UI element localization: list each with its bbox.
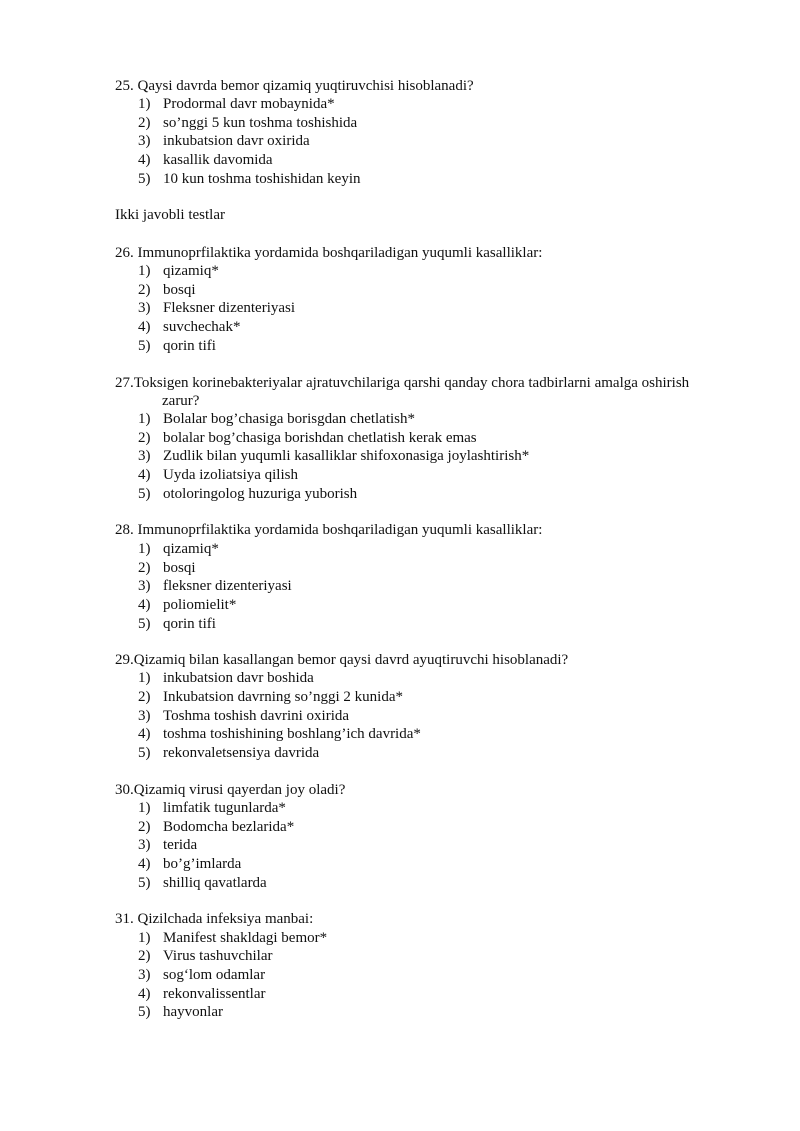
- answer-option: [138, 170, 361, 188]
- option-number: 5): [138, 338, 151, 354]
- option-text: 10 kun toshma toshishidan keyin: [163, 171, 361, 187]
- answer-option: [138, 688, 403, 706]
- answer-option: [138, 985, 265, 1003]
- option-number: 3): [138, 448, 151, 464]
- option-text: qizamiq*: [163, 541, 219, 557]
- option-number: 5): [138, 745, 151, 761]
- option-text: shilliq qavatlarda: [163, 875, 267, 891]
- option-text: Prodormal davr mobaynida*: [163, 96, 335, 112]
- option-text: limfatik tugunlarda*: [163, 800, 286, 816]
- option-number: 2): [138, 430, 151, 446]
- option-number: 2): [138, 689, 151, 705]
- option-text: rekonvalissentlar: [163, 986, 266, 1002]
- answer-option: [138, 151, 273, 169]
- answer-option: [138, 559, 196, 577]
- answer-option: [138, 262, 219, 280]
- option-text: inkubatsion davr boshida: [163, 670, 314, 686]
- option-text: poliomielit*: [163, 597, 237, 613]
- answer-option: [138, 114, 357, 132]
- option-text: so’nggi 5 kun toshma toshishida: [163, 115, 358, 131]
- option-text: terida: [163, 837, 198, 853]
- option-number: 5): [138, 486, 151, 502]
- answer-option: [138, 669, 314, 687]
- answer-option: [138, 410, 415, 428]
- option-number: 3): [138, 837, 151, 853]
- option-text: Uyda izoliatsiya qilish: [163, 467, 298, 483]
- option-number: 5): [138, 171, 151, 187]
- option-text: rekonvaletsensiya davrida: [163, 745, 320, 761]
- answer-option: [138, 540, 219, 558]
- option-number: 5): [138, 616, 151, 632]
- option-number: 1): [138, 96, 151, 112]
- option-number: 1): [138, 670, 151, 686]
- answer-option: [138, 725, 421, 743]
- question-title-continuation: zarur?: [162, 393, 200, 409]
- option-text: bosqi: [163, 560, 196, 576]
- option-text: inkubatsion davr oxirida: [163, 133, 310, 149]
- answer-option: [138, 818, 294, 836]
- option-number: 1): [138, 411, 151, 427]
- section-heading: Ikki javobli testlar: [115, 207, 225, 223]
- question-title: 25. Qaysi davrda bemor qizamiq yuqtiruvchisi hisoblanadi?: [115, 78, 474, 94]
- answer-option: [138, 485, 357, 503]
- answer-option: [138, 299, 295, 317]
- option-number: 3): [138, 133, 151, 149]
- option-number: 2): [138, 948, 151, 964]
- answer-option: [138, 744, 319, 762]
- option-text: qorin tifi: [163, 616, 216, 632]
- option-number: 3): [138, 300, 151, 316]
- option-text: bo’g’imlarda: [163, 856, 242, 872]
- question-title: 30.Qizamiq virusi qayerdan joy oladi?: [115, 782, 346, 798]
- question-title: 31. Qizilchada infeksiya manbai:: [115, 911, 314, 927]
- answer-option: [138, 577, 292, 595]
- answer-option: [138, 132, 310, 150]
- option-number: 4): [138, 726, 151, 742]
- answer-option: [138, 596, 236, 614]
- option-text: Manifest shakldagi bemor*: [163, 930, 328, 946]
- answer-option: [138, 95, 335, 113]
- option-text: Virus tashuvchilar: [163, 948, 273, 964]
- option-text: sog‘lom odamlar: [163, 967, 266, 983]
- option-number: 1): [138, 263, 151, 279]
- option-number: 2): [138, 282, 151, 298]
- answer-option: [138, 1003, 223, 1021]
- answer-option: [138, 874, 267, 892]
- option-number: 4): [138, 152, 151, 168]
- option-number: 1): [138, 541, 151, 557]
- option-number: 4): [138, 856, 151, 872]
- answer-option: [138, 855, 241, 873]
- answer-option: [138, 281, 196, 299]
- question-title: 26. Immunoprfilaktika yordamida boshqariladigan yuqumli kasalliklar:: [115, 245, 543, 261]
- option-text: toshma toshishining boshlang’ich davrida*: [163, 726, 421, 742]
- answer-option: [138, 337, 216, 355]
- option-text: bosqi: [163, 282, 196, 298]
- answer-option: [138, 615, 216, 633]
- option-text: Toshma toshish davrini oxirida: [163, 708, 350, 724]
- option-text: Fleksner dizenteriyasi: [163, 300, 296, 316]
- option-number: 1): [138, 930, 151, 946]
- option-text: hayvonlar: [163, 1004, 223, 1020]
- option-text: fleksner dizenteriyasi: [163, 578, 292, 594]
- option-text: Bolalar bog’chasiga borisgdan chetlatish*: [163, 411, 416, 427]
- option-number: 4): [138, 597, 151, 613]
- answer-option: [138, 836, 197, 854]
- option-number: 3): [138, 708, 151, 724]
- option-number: 4): [138, 319, 151, 335]
- question-title: 27.Toksigen korinebakteriyalar ajratuvchilariga qarshi qanday chora tadbirlarni amalga oshirish: [115, 375, 690, 391]
- question-title: 28. Immunoprfilaktika yordamida boshqariladigan yuqumli kasalliklar:: [115, 522, 543, 538]
- option-text: otoloringolog huzuriga yuborish: [163, 486, 358, 502]
- option-number: 2): [138, 560, 151, 576]
- option-number: 3): [138, 578, 151, 594]
- option-number: 4): [138, 467, 151, 483]
- answer-option: [138, 947, 273, 965]
- answer-option: [138, 466, 298, 484]
- option-text: qizamiq*: [163, 263, 219, 279]
- option-number: 5): [138, 875, 151, 891]
- answer-option: [138, 929, 327, 947]
- answer-option: [138, 318, 240, 336]
- option-number: 3): [138, 967, 151, 983]
- option-text: Bodomcha bezlarida*: [163, 819, 295, 835]
- answer-option: [138, 447, 529, 465]
- option-number: 1): [138, 800, 151, 816]
- option-text: Inkubatsion davrning so’nggi 2 kunida*: [163, 689, 403, 705]
- option-number: 5): [138, 1004, 151, 1020]
- answer-option: [138, 966, 265, 984]
- option-text: kasallik davomida: [163, 152, 273, 168]
- answer-option: [138, 707, 349, 725]
- answer-option: [138, 799, 286, 817]
- option-number: 2): [138, 115, 151, 131]
- option-text: qorin tifi: [163, 338, 216, 354]
- option-number: 4): [138, 986, 151, 1002]
- answer-option: [138, 429, 477, 447]
- option-text: Zudlik bilan yuqumli kasalliklar shifoxonasiga joylashtirish*: [163, 448, 530, 464]
- option-text: suvchechak*: [163, 319, 241, 335]
- option-number: 2): [138, 819, 151, 835]
- question-title: 29.Qizamiq bilan kasallangan bemor qaysi davrd ayuqtiruvchi hisoblanadi?: [115, 652, 569, 668]
- option-text: bolalar bog’chasiga borishdan chetlatish kerak emas: [163, 430, 477, 446]
